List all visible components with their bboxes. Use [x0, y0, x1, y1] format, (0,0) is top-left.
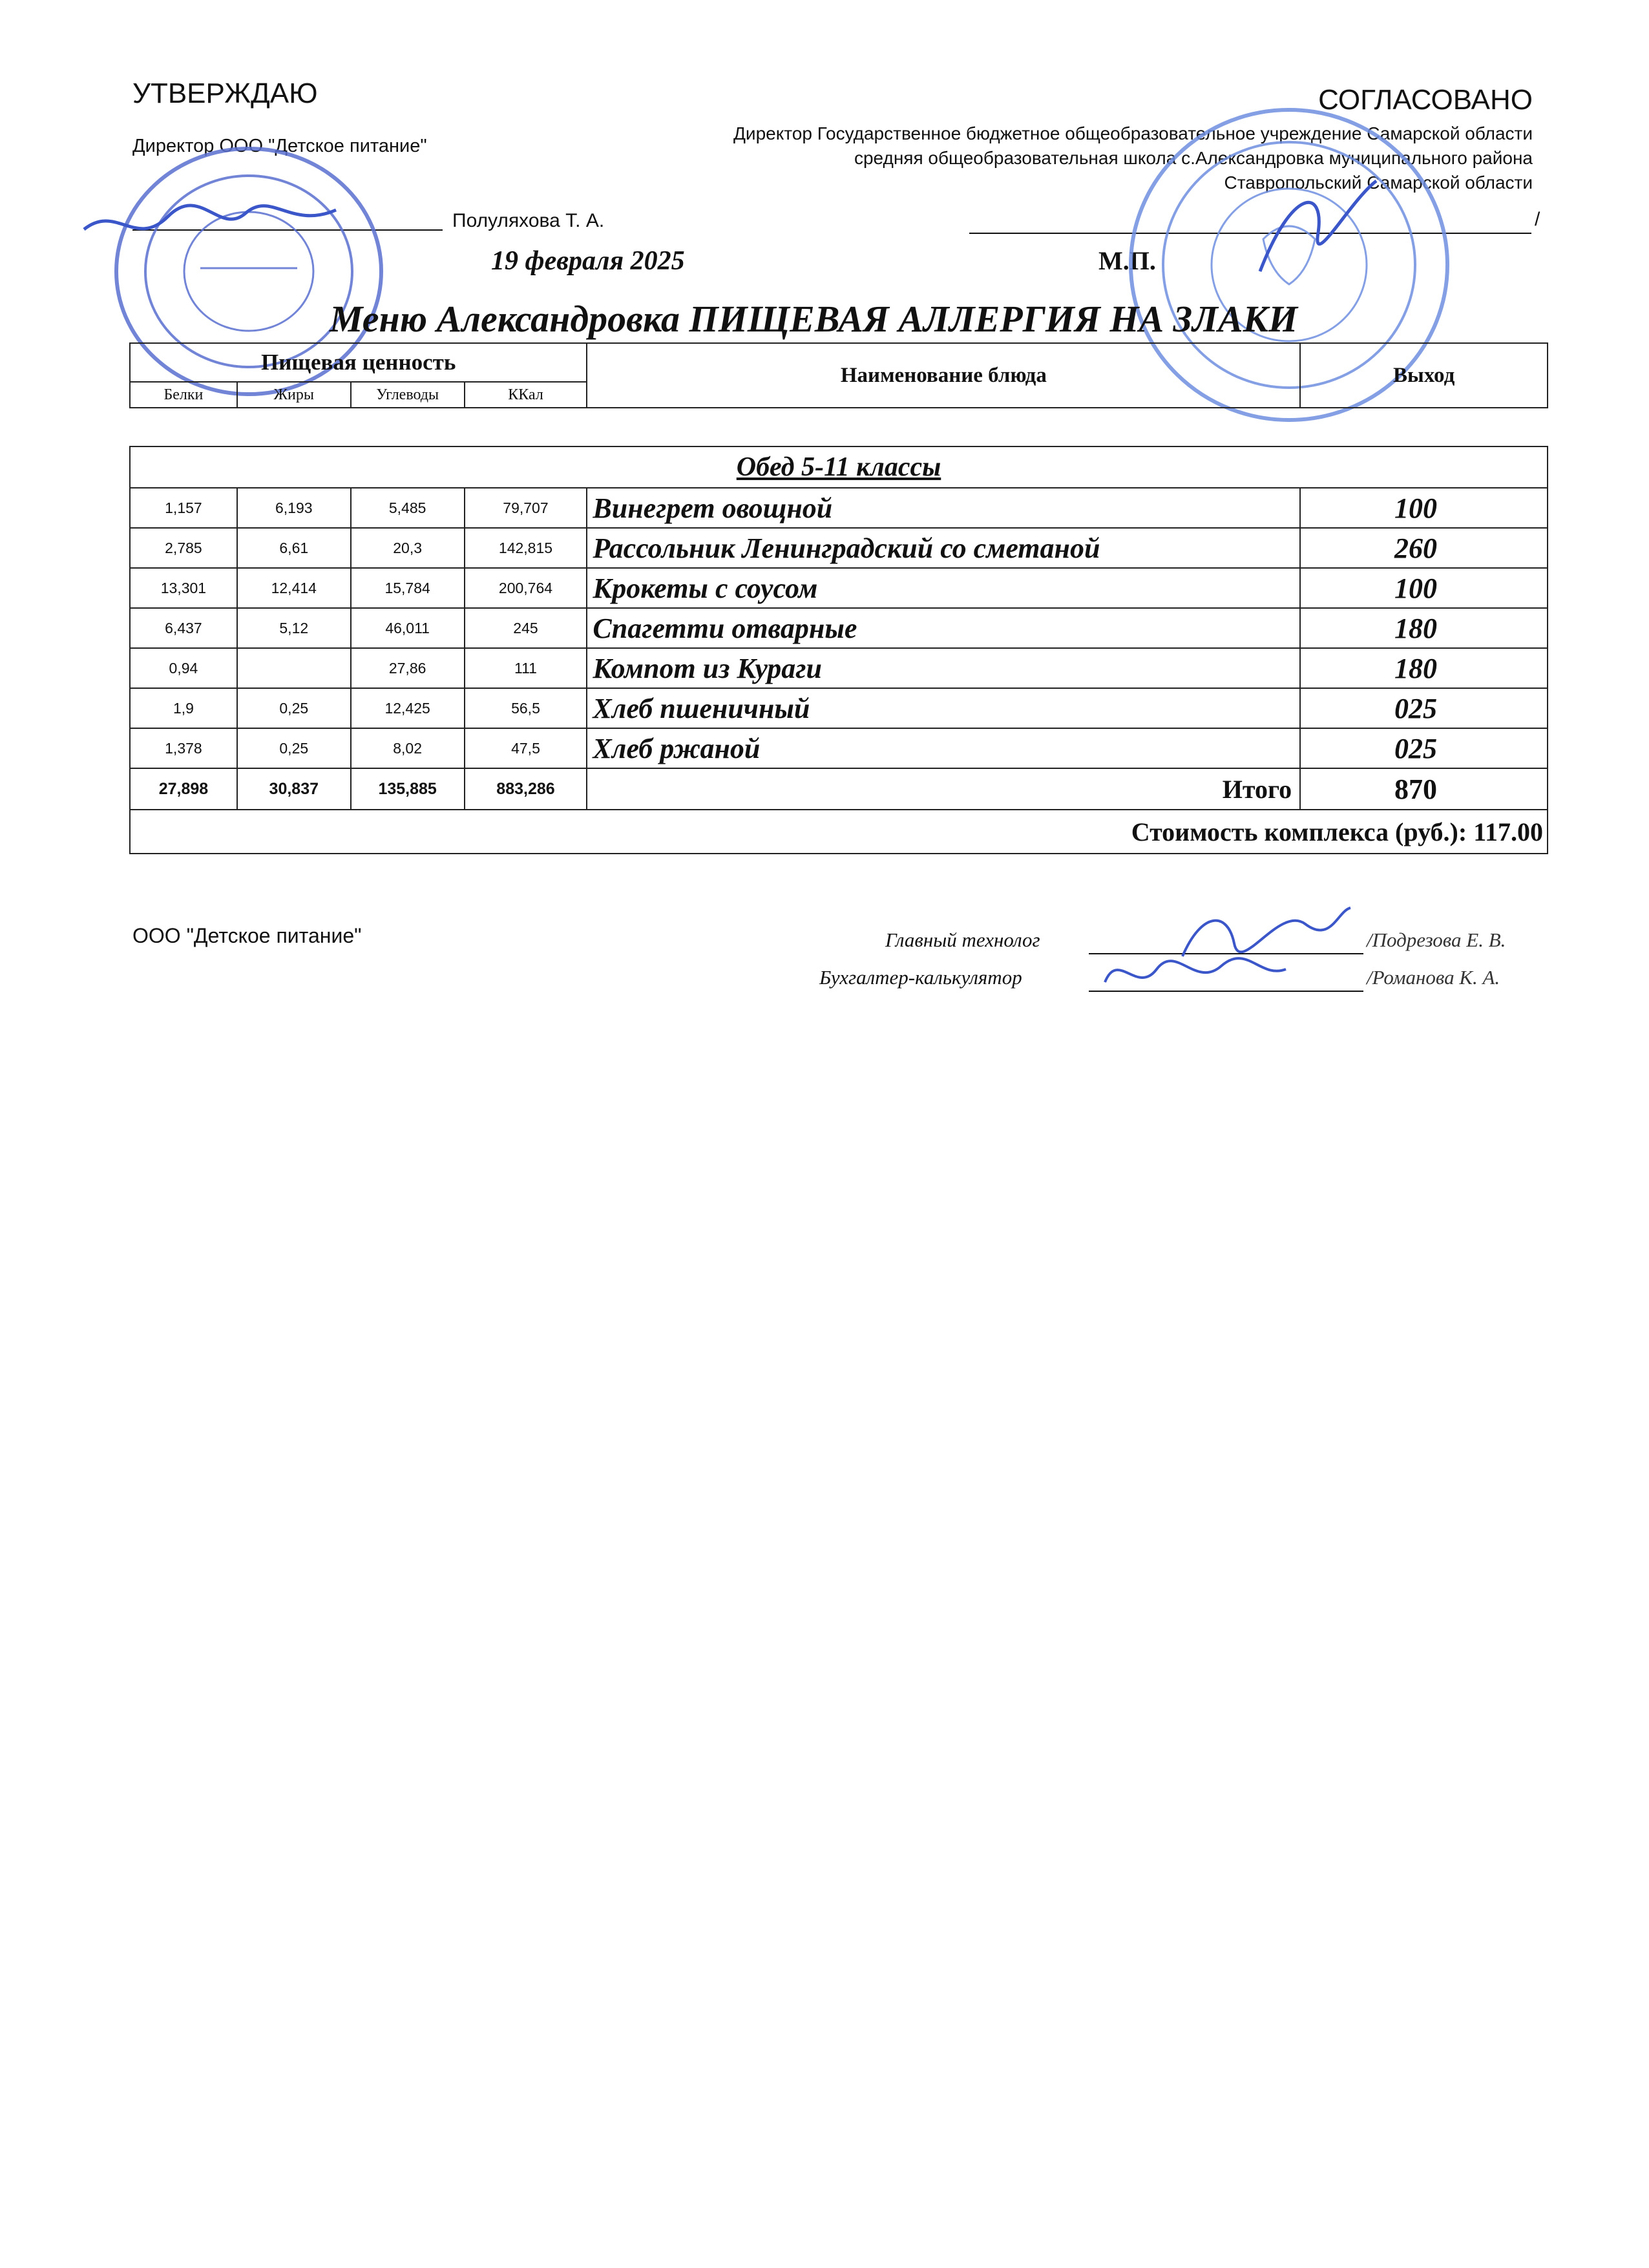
dish-name-cell: Спагетти отварные	[587, 608, 1300, 648]
dish-name-header: Наименование блюда	[587, 343, 1300, 408]
col-fat-header: Жиры	[237, 382, 351, 408]
fat-cell: 6,61	[237, 528, 351, 568]
total-output: 870	[1300, 768, 1548, 810]
total-row	[130, 768, 1548, 810]
menu-title: Меню Александровка ПИЩЕВАЯ АЛЛЕРГИЯ НА ЗЛАКИ	[330, 298, 1298, 340]
tech-title: Главный технолог	[885, 929, 1040, 951]
dish-name-cell: Винегрет овощной	[587, 488, 1300, 528]
table-row	[130, 608, 1548, 648]
kcal-cell: 111	[465, 648, 587, 688]
carbs-cell: 46,011	[351, 608, 465, 648]
fat-cell: 12,414	[237, 568, 351, 608]
carbs-cell: 12,425	[351, 688, 465, 728]
output-cell: 025	[1300, 728, 1548, 768]
output-cell: 260	[1300, 528, 1548, 568]
table-row	[130, 728, 1548, 768]
protein-cell: 1,378	[130, 728, 237, 768]
table-row	[130, 688, 1548, 728]
agree-position: Директор Государственное бюджетное общеобразовательное учреждение Самарской области средняя общеобразовательная школа с.Александровка муниципального района Ставропольский Самарской области	[733, 123, 1533, 193]
output-cell: 180	[1300, 608, 1548, 648]
table-row	[130, 488, 1548, 528]
complex-cost: Стоимость комплекса (руб.): 117.00	[130, 810, 1548, 854]
approve-date: 19 февраля 2025	[491, 246, 685, 276]
total-carbs: 135,885	[351, 768, 465, 810]
agree-title: СОГЛАСОВАНО	[1318, 84, 1533, 116]
approve-name: Полуляхова Т. А.	[452, 210, 605, 231]
accountant-signature-icon	[1098, 943, 1292, 1002]
output-cell: 025	[1300, 688, 1548, 728]
approve-position: Директор ООО "Детское питание"	[132, 136, 427, 156]
protein-cell: 6,437	[130, 608, 237, 648]
table-row	[130, 568, 1548, 608]
footer-org: ООО "Детское питание"	[132, 924, 362, 947]
accountant-name: /Романова К. А.	[1367, 966, 1500, 989]
fat-cell: 6,193	[237, 488, 351, 528]
kcal-cell: 142,815	[465, 528, 587, 568]
fat-cell: 5,12	[237, 608, 351, 648]
col-protein-header: Белки	[130, 382, 237, 408]
protein-cell: 13,301	[130, 568, 237, 608]
agree-slash: /	[1535, 209, 1540, 230]
kcal-cell: 79,707	[465, 488, 587, 528]
agree-mp: М.П.	[1098, 246, 1156, 275]
approve-signature-icon	[78, 191, 349, 255]
kcal-cell: 200,764	[465, 568, 587, 608]
menu-table	[129, 446, 1548, 854]
carbs-cell: 27,86	[351, 648, 465, 688]
dish-name-cell: Компот из Кураги	[587, 648, 1300, 688]
kcal-cell: 56,5	[465, 688, 587, 728]
nutrition-group-header: Пищевая ценность	[130, 343, 587, 382]
agree-signature-icon	[1247, 162, 1389, 291]
output-header: Выход	[1300, 343, 1548, 408]
fat-cell: 0,25	[237, 728, 351, 768]
carbs-cell: 15,784	[351, 568, 465, 608]
col-carbs-header: Углеводы	[351, 382, 465, 408]
output-cell: 180	[1300, 648, 1548, 688]
protein-cell: 0,94	[130, 648, 237, 688]
table-row	[130, 528, 1548, 568]
tech-name: /Подрезова Е. В.	[1367, 929, 1506, 951]
fat-cell	[237, 648, 351, 688]
total-label: Итого	[587, 768, 1300, 810]
dish-name-cell: Хлеб ржаной	[587, 728, 1300, 768]
carbs-cell: 5,485	[351, 488, 465, 528]
dish-name-cell: Рассольник Ленинградский со сметаной	[587, 528, 1300, 568]
protein-cell: 1,157	[130, 488, 237, 528]
total-protein: 27,898	[130, 768, 237, 810]
approve-title: УТВЕРЖДАЮ	[132, 78, 318, 109]
carbs-cell: 20,3	[351, 528, 465, 568]
table-header	[129, 342, 1548, 408]
total-fat: 30,837	[237, 768, 351, 810]
carbs-cell: 8,02	[351, 728, 465, 768]
accountant-title: Бухгалтер-калькулятор	[819, 966, 1022, 989]
protein-cell: 1,9	[130, 688, 237, 728]
kcal-cell: 47,5	[465, 728, 587, 768]
table-row	[130, 648, 1548, 688]
output-cell: 100	[1300, 568, 1548, 608]
kcal-cell: 245	[465, 608, 587, 648]
dish-name-cell: Хлеб пшеничный	[587, 688, 1300, 728]
dish-name-cell: Крокеты с соусом	[587, 568, 1300, 608]
total-kcal: 883,286	[465, 768, 587, 810]
section-title: Обед 5-11 классы	[130, 446, 1548, 488]
protein-cell: 2,785	[130, 528, 237, 568]
col-kcal-header: ККал	[465, 382, 587, 408]
output-cell: 100	[1300, 488, 1548, 528]
fat-cell: 0,25	[237, 688, 351, 728]
